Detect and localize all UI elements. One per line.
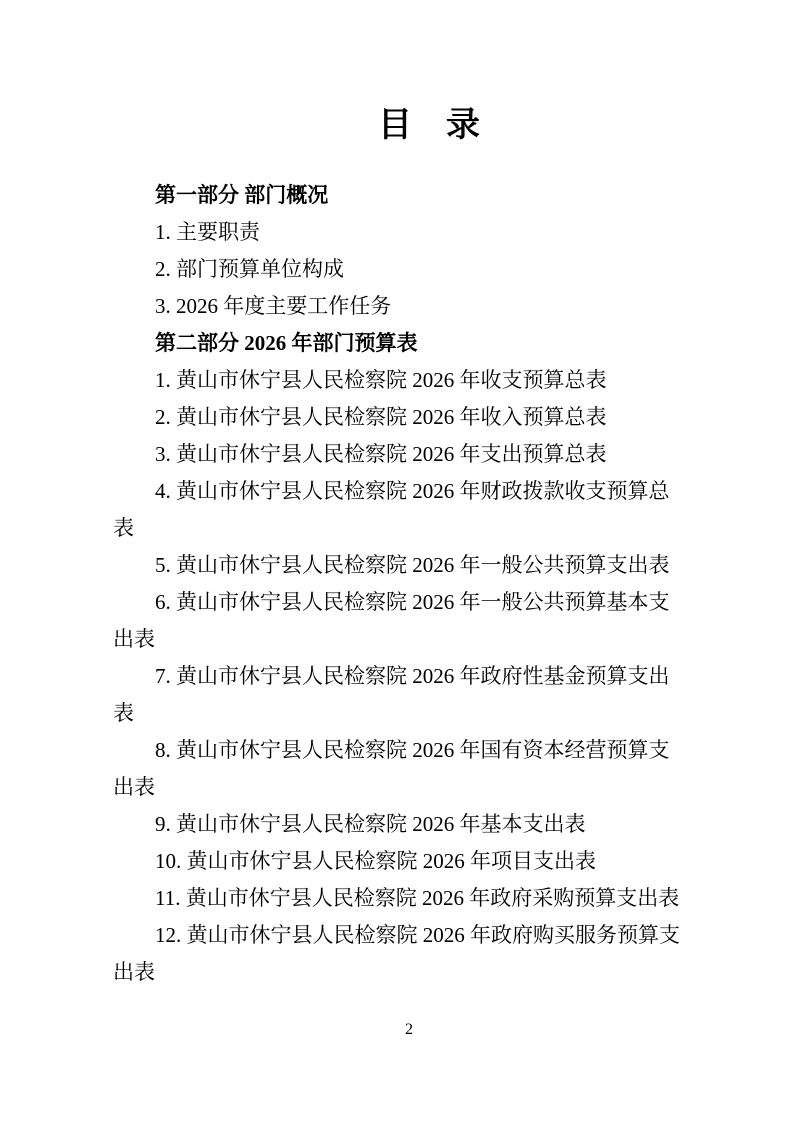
toc-item-line: 2. 黄山市休宁县人民检察院 2026 年收入预算总表 [155, 405, 607, 429]
section-2-item-8 [113, 732, 705, 806]
toc-item-line: 12. 黄山市休宁县人民检察院 2026 年政府购买服务预算支 [155, 923, 680, 947]
toc-item-line: 2. 部门预算单位构成 [155, 257, 344, 281]
toc-item-line: 7. 黄山市休宁县人民检察院 2026 年政府性基金预算支出 [155, 664, 670, 688]
section-2-item-12 [113, 917, 705, 991]
section-1-item-1 [113, 214, 705, 251]
toc-item-line: 出表 [113, 775, 155, 799]
toc-item-line: 表 [113, 701, 134, 725]
toc-item-line: 出表 [113, 960, 155, 984]
toc-body [113, 177, 705, 991]
section-2-item-6 [113, 584, 705, 658]
toc-item-line: 8. 黄山市休宁县人民检察院 2026 年国有资本经营预算支 [155, 738, 670, 762]
document-title: 目 录 [378, 107, 480, 144]
toc-item-line: 出表 [113, 627, 155, 651]
toc-item-line: 11. 黄山市休宁县人民检察院 2026 年政府采购预算支出表 [155, 886, 680, 910]
section-2-heading: 第二部分 2026 年部门预算表 [155, 331, 418, 355]
toc-item-line: 3. 黄山市休宁县人民检察院 2026 年支出预算总表 [155, 442, 607, 466]
section-1-item-2 [113, 251, 705, 288]
section-2-item-2 [113, 399, 705, 436]
section-2-item-1 [113, 362, 705, 399]
page-footer [113, 1018, 705, 1042]
toc-item-line: 5. 黄山市休宁县人民检察院 2026 年一般公共预算支出表 [155, 553, 670, 577]
section-2-item-3 [113, 436, 705, 473]
toc-item-line: 4. 黄山市休宁县人民检察院 2026 年财政拨款收支预算总 [155, 479, 670, 503]
section-2-item-4 [113, 473, 705, 547]
section-2-item-5 [113, 547, 705, 584]
toc-item-line: 9. 黄山市休宁县人民检察院 2026 年基本支出表 [155, 812, 586, 836]
section-2-item-9 [113, 806, 705, 843]
toc-item-line: 6. 黄山市休宁县人民检察院 2026 年一般公共预算基本支 [155, 590, 670, 614]
toc-item-line: 表 [113, 516, 134, 540]
section-2-item-7 [113, 658, 705, 732]
toc-item-line: 3. 2026 年度主要工作任务 [155, 294, 392, 318]
page-number: 2 [405, 1021, 413, 1038]
section-1-item-3 [113, 288, 705, 325]
toc-item-line: 1. 主要职责 [155, 220, 260, 244]
section-1-heading: 第一部分 部门概况 [155, 183, 329, 207]
section-2-item-10 [113, 843, 705, 880]
toc-item-line: 10. 黄山市休宁县人民检察院 2026 年项目支出表 [155, 849, 596, 873]
toc-item-line: 1. 黄山市休宁县人民检察院 2026 年收支预算总表 [155, 368, 607, 392]
section-2-item-11 [113, 880, 705, 917]
